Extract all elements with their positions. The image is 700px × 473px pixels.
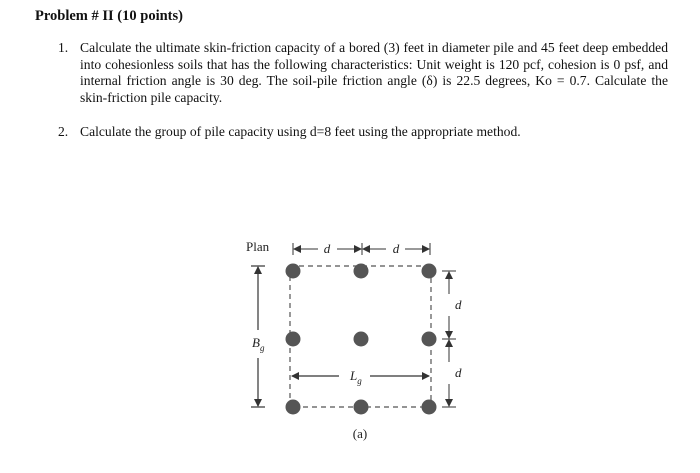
pile-grid — [286, 264, 437, 415]
pile-circle — [422, 332, 437, 347]
spacing-label: d — [455, 297, 462, 312]
pile-circle — [286, 400, 301, 415]
plan-label: Plan — [246, 239, 270, 254]
problem-number: 1. — [58, 40, 69, 55]
problem-heading: Problem # II (10 points) — [35, 8, 183, 24]
problem-number: 2. — [58, 124, 69, 139]
problem-text: Calculate the ultimate skin-friction capacity of a bored (3) feet in diameter pile and 45 feet deep embedded into cohesionless soils that has the following characteristics: Unit weight is 120 pcf, cohesion is 0 psf, and internal friction angle is 30 deg. The soil-pile friction angle (δ) is 22.5 degrees, Ko = 0.7. Calculate the skin-friction pile capacity. — [80, 40, 668, 105]
spacing-label: d — [455, 365, 462, 380]
spacing-label: d — [323, 241, 331, 256]
pile-circle — [286, 332, 301, 347]
pile-circle — [354, 400, 369, 415]
top-spacing-dimension — [293, 243, 430, 255]
figure-caption: (a) — [352, 426, 368, 441]
side-spacing-dimension — [442, 271, 456, 407]
pile-circle — [354, 264, 369, 279]
problem-text: Calculate the group of pile capacity using d=8 feet using the appropriate method. — [80, 124, 521, 139]
pile-circle — [422, 264, 437, 279]
group-width-label: $B_g$ — [252, 335, 265, 353]
pile-circle — [354, 332, 369, 347]
spacing-label: d — [392, 241, 400, 256]
group-length-label: $L_g$ — [350, 368, 362, 386]
pile-circle — [422, 400, 437, 415]
pile-circle — [286, 264, 301, 279]
